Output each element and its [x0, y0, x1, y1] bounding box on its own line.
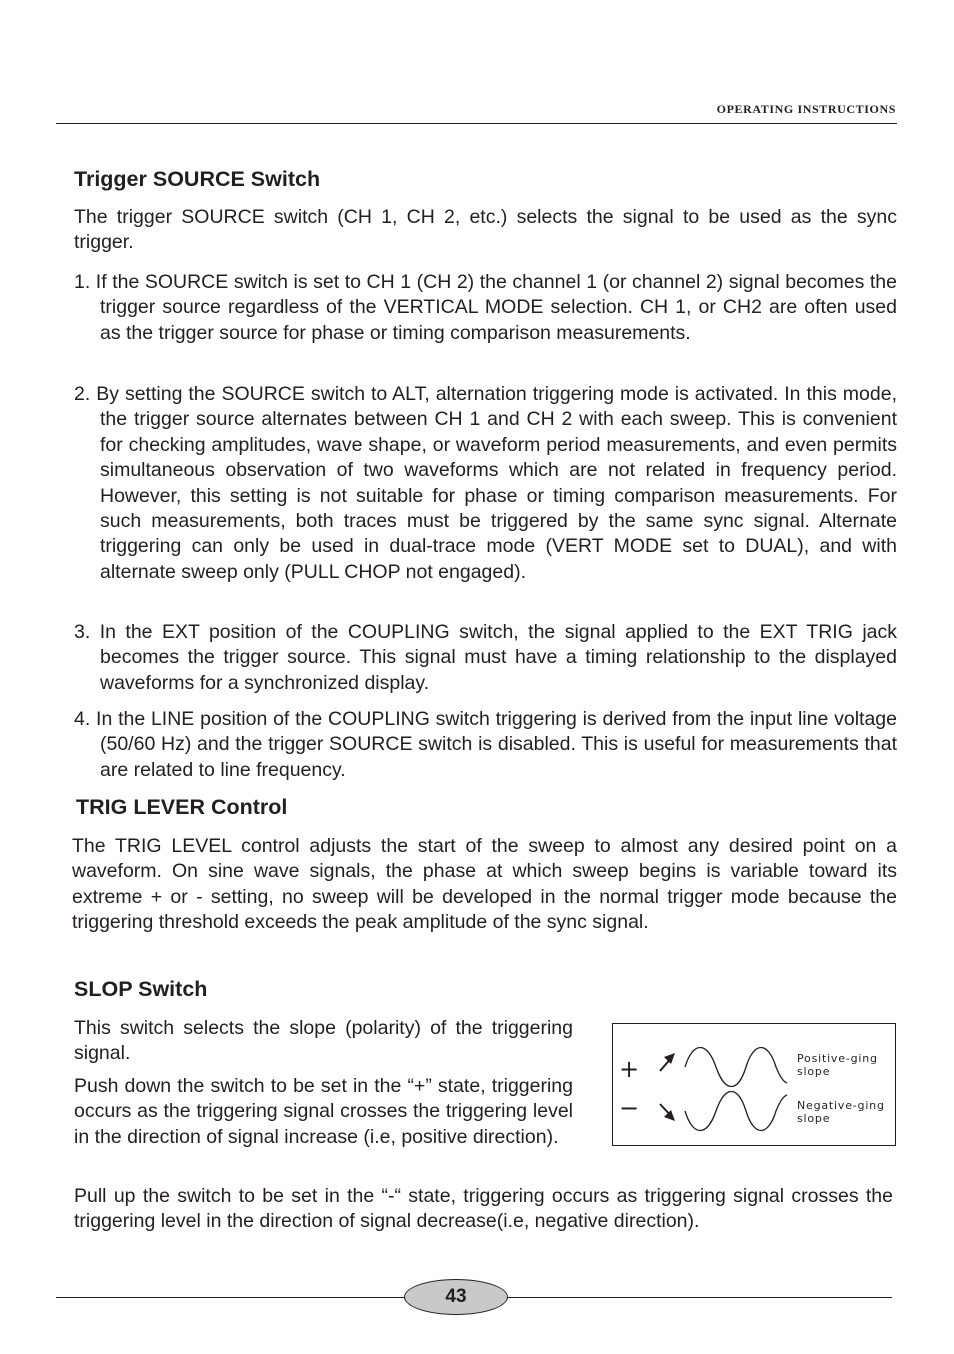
- list-item-2: 2. By setting the SOURCE switch to ALT, alternation triggering mode is activated. In this mode, the trigger source alternates between CH 1 and CH 2 with each sweep. This is convenient for checking amplitudes, wave shape, or waveform period measurements, and even permits simultaneous observation of two waveforms which are not related in frequency period. However, this setting is not suitable for phase or timing comparison measurements. For such measurements, both traces must be triggered by the same sync signal. Alternate triggering can only be used in dual-trace mode (VERT MODE set to DUAL), and with alternate sweep only (PULL CHOP not engaged).: [74, 383, 897, 583]
- trig-level-paragraph: The TRIG LEVEL control adjusts the start of the sweep to almost any desired point on a waveform. On sine wave signals, the phase at which sweep begins is variable toward its extreme + or - setting, no sweep will be developed in the normal trigger mode because the triggering threshold exceeds the peak amplitude of the sync signal.: [72, 835, 897, 934]
- slop-paragraph-1: This switch selects the slope (polarity) of the triggering signal.: [74, 1017, 573, 1065]
- slop-paragraph-2: Push down the switch to be set in the “+” state, triggering occurs as the triggering signal crosses the triggering level in the direction of signal increase (i.e, positive direction).: [74, 1075, 573, 1148]
- list-item-3: 3. In the EXT position of the COUPLING switch, the signal applied to the EXT TRIG jack becomes the trigger source. This signal must have a timing relationship to the displayed waveforms for a synchronized display.: [74, 621, 897, 694]
- negative-sine-wave: [685, 1092, 787, 1131]
- running-header: OPERATING INSTRUCTIONS: [716, 102, 896, 116]
- list-item-4: 4. In the LINE position of the COUPLING switch triggering is derived from the input line voltage (50/60 Hz) and the trigger SOURCE switch is disabled. This is useful for measurements that are related to line frequency.: [74, 708, 897, 781]
- slop-paragraph-3: Pull up the switch to be set in the “-“ state, triggering occurs as triggering signal crosses the triggering level in the direction of signal decrease(i.e, negative direction).: [74, 1185, 893, 1233]
- heading-trig-level: TRIG LEVER Control: [76, 795, 288, 819]
- rising-arrow-icon: [660, 1053, 675, 1071]
- heading-slop-switch: SLOP Switch: [74, 977, 208, 1001]
- plus-symbol: +: [618, 1055, 640, 1083]
- slope-diagram: [612, 1023, 896, 1146]
- slope-diagram-graphic: [613, 1024, 897, 1147]
- header-rule: [56, 123, 897, 124]
- intro-paragraph: The trigger SOURCE switch (CH 1, CH 2, etc.) selects the signal to be used as the sync trigger.: [74, 206, 897, 254]
- negative-slope-label: Negative-ging slope: [797, 1099, 885, 1125]
- page-number-badge: [404, 1279, 508, 1315]
- list-item-1: 1. If the SOURCE switch is set to CH 1 (CH 2) the channel 1 (or channel 2) signal becomes the trigger source regardless of the VERTICAL MODE selection. CH 1, or CH2 are often used as the trigger source for phase or timing comparison measurements.: [74, 271, 897, 344]
- page-number: 43: [445, 1286, 467, 1307]
- positive-sine-wave: [685, 1048, 787, 1087]
- falling-arrow-icon: [660, 1104, 675, 1121]
- heading-trigger-source: Trigger SOURCE Switch: [74, 167, 321, 191]
- minus-symbol: −: [618, 1094, 640, 1122]
- positive-slope-label: Positive-ging slope: [797, 1052, 878, 1078]
